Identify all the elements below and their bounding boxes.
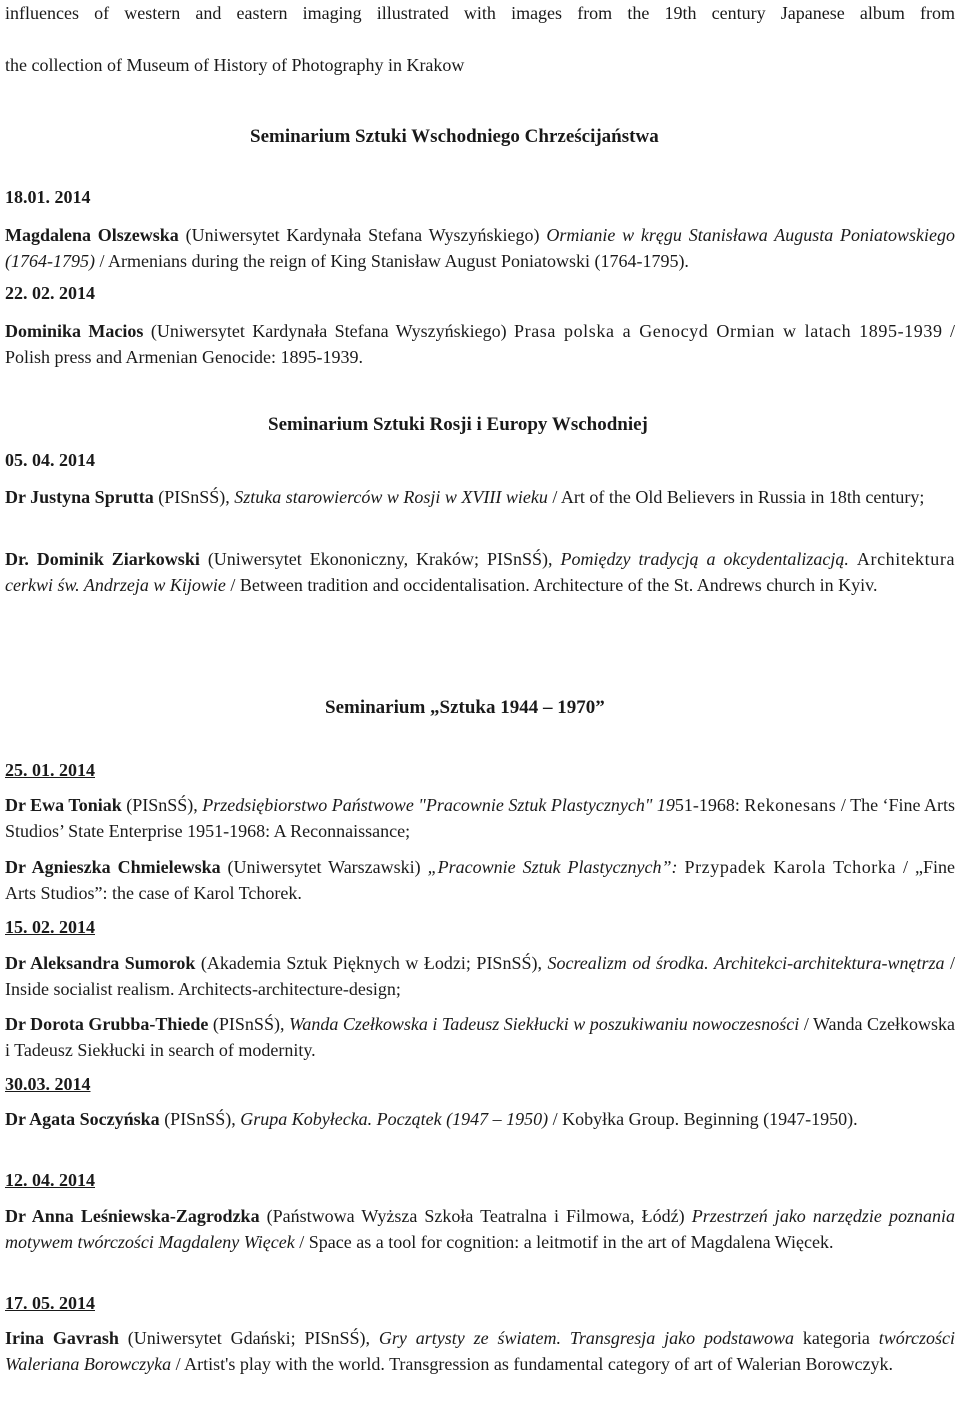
title-polish: Socrealizm od środka. Architekci-architektura-wnętrza bbox=[547, 953, 945, 973]
title-polish-part: Rekonesans bbox=[744, 795, 837, 815]
lecture-entry bbox=[5, 792, 955, 844]
session-date: 30.03. 2014 bbox=[5, 1074, 91, 1094]
title-polish: „Pracownie Sztuk Plastycznych”: bbox=[427, 857, 678, 877]
speaker-name: Dr Agnieszka Chmielewska bbox=[5, 857, 221, 877]
affiliation: (PISnSŚ), bbox=[164, 1109, 236, 1129]
affiliation: (Uniwersytet Kardynała Stefana Wyszyńskiego) bbox=[185, 225, 540, 245]
affiliation: (PISnSŚ), bbox=[126, 795, 198, 815]
lecture-entry bbox=[5, 1011, 955, 1063]
title-english: / Polish press and Armenian Genocide: 1895-1939. bbox=[5, 321, 956, 367]
title-polish-part: 51-1968: bbox=[674, 795, 740, 815]
speaker-name: Dr Dorota Grubba-Thiede bbox=[5, 1014, 209, 1034]
title-polish-part: cerkwi św. Andrzeja w Kijowie bbox=[5, 575, 226, 595]
speaker-name: Dr Anna Leśniewska-Zagrodzka bbox=[5, 1206, 260, 1226]
speaker-name: Irina Gavrash bbox=[5, 1328, 119, 1348]
lecture-entry bbox=[5, 854, 955, 906]
affiliation: (Uniwersytet Gdański; PISnSŚ), bbox=[127, 1328, 371, 1348]
lecture-entry bbox=[5, 950, 955, 1002]
title-english: / Art of the Old Believers in Russia in 18th century; bbox=[552, 487, 925, 507]
lecture-entry bbox=[5, 222, 955, 274]
session-date: 12. 04. 2014 bbox=[5, 1170, 95, 1190]
title-english: / The ‘Fine Arts Studios’ State Enterprise 1951-1968: A Reconnaissance; bbox=[5, 795, 956, 841]
speaker-name: Magdalena Olszewska bbox=[5, 225, 179, 245]
speaker-name: Dr Ewa Toniak bbox=[5, 795, 122, 815]
session-date: 05. 04. 2014 bbox=[5, 450, 95, 470]
speaker-name: Dr. Dominik Ziarkowski bbox=[5, 549, 200, 569]
lecture-entry bbox=[5, 318, 955, 370]
affiliation: (PISnSŚ), bbox=[212, 1014, 285, 1034]
title-polish-part: Architektura bbox=[856, 549, 956, 569]
intro-line-2: the collection of Museum of History of Photography in Krakow bbox=[5, 55, 465, 75]
section-heading: Seminarium „Sztuka 1944 – 1970” bbox=[325, 697, 605, 718]
title-english: / „Fine Arts Studios”: the case of Karol Tchorek. bbox=[5, 857, 955, 903]
title-english: / Inside socialist realism. Architects-architecture-design; bbox=[5, 953, 955, 999]
title-polish: Gry artysty ze światem. Transgresja jako podstawowa bbox=[378, 1328, 794, 1348]
title-english: / Artist's play with the world. Transgression as fundamental category of art of Walerian Borowczyk. bbox=[175, 1354, 893, 1374]
title-english: / Between tradition and occidentalisation. Architecture of the St. Andrews church in Kyiv. bbox=[230, 575, 878, 595]
affiliation: (Uniwersytet Ekononiczny, Kraków; PISnSŚ), bbox=[207, 549, 553, 569]
session-date: 25. 01. 2014 bbox=[5, 760, 95, 780]
session-date: 22. 02. 2014 bbox=[5, 283, 95, 303]
title-polish: Wanda Czełkowska i Tadeusz Siekłucki w poszukiwaniu nowoczesności bbox=[288, 1014, 800, 1034]
title-english: / Space as a tool for cognition: a leitmotif in the art of Magdalena Więcek. bbox=[299, 1232, 834, 1252]
affiliation: (Uniwersytet Warszawski) bbox=[227, 857, 421, 877]
title-english: / Wanda Czełkowska i Tadeusz Siekłucki in search of modernity. bbox=[5, 1014, 956, 1060]
session-date: 18.01. 2014 bbox=[5, 187, 91, 207]
lecture-entry bbox=[5, 484, 955, 510]
title-polish-part: Przypadek Karola Tchorka bbox=[684, 857, 897, 877]
session-date: 15. 02. 2014 bbox=[5, 917, 95, 937]
session-date: 17. 05. 2014 bbox=[5, 1293, 95, 1313]
intro-paragraph bbox=[5, 0, 955, 78]
affiliation: (Uniwersytet Kardynała Stefana Wyszyńskiego) bbox=[150, 321, 507, 341]
title-polish: Ormianie w kręgu Stanisława Augusta Poniatowskiego (1764-1795) bbox=[5, 225, 956, 271]
title-polish-part: kategoria bbox=[802, 1328, 870, 1348]
lecture-entry bbox=[5, 546, 955, 598]
title-polish: Przedsiębiorstwo Państwowe "Pracownie Sztuk Plastycznych" 19 bbox=[202, 795, 675, 815]
section-heading: Seminarium Sztuki Rosji i Europy Wschodniej bbox=[268, 414, 648, 435]
affiliation: (Państwowa Wyższa Szkoła Teatralna i Filmowa, Łódź) bbox=[266, 1206, 685, 1226]
section-heading: Seminarium Sztuki Wschodniego Chrześcijaństwa bbox=[250, 126, 659, 147]
title-polish: Pomiędzy tradycją a okcydentalizacją. bbox=[560, 549, 849, 569]
title-polish: Grupa Kobyłecka. Początek (1947 – 1950) bbox=[240, 1109, 549, 1129]
speaker-name: Dr Agata Soczyńska bbox=[5, 1109, 160, 1129]
intro-line-1: influences of western and eastern imaging illustrated with images from the 19th century Japanese album from bbox=[5, 3, 955, 23]
affiliation: (Akademia Sztuk Pięknych w Łodzi; PISnSŚ), bbox=[200, 953, 542, 973]
lecture-entry bbox=[5, 1325, 955, 1377]
lecture-entry bbox=[5, 1203, 955, 1255]
title-polish: Sztuka starowierców w Rosji w XVIII wieku bbox=[234, 487, 548, 507]
title-polish-part: twórczości Waleriana Borowczyka bbox=[5, 1328, 956, 1374]
speaker-name: Dominika Macios bbox=[5, 321, 144, 341]
lecture-entry bbox=[5, 1106, 955, 1132]
speaker-name: Dr Justyna Sprutta bbox=[5, 487, 154, 507]
affiliation: (PISnSŚ), bbox=[158, 487, 230, 507]
title-english: / Kobyłka Group. Beginning (1947-1950). bbox=[552, 1109, 858, 1129]
title-polish: Przestrzeń jako narzędzie poznania motywem twórczości Magdaleny Więcek bbox=[5, 1206, 955, 1252]
title-polish: Prasa polska a Genocyd Ormian w latach 1895-1939 bbox=[513, 321, 943, 341]
speaker-name: Dr Aleksandra Sumorok bbox=[5, 953, 196, 973]
title-english: / Armenians during the reign of King Stanisław August Poniatowski (1764-1795). bbox=[99, 251, 689, 271]
